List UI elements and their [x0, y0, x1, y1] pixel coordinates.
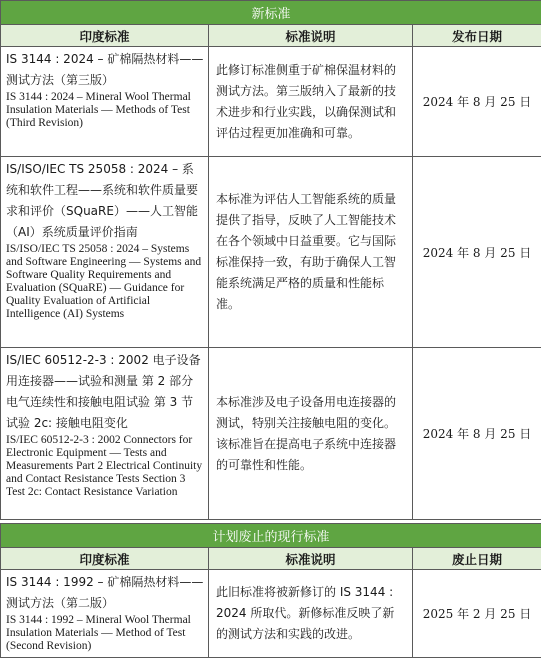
table-row	[1, 157, 541, 348]
date-cell: 2024 年 8 月 25 日	[413, 348, 541, 520]
date-cell: 2025 年 2 月 25 日	[413, 570, 541, 658]
column-header-description: 标准说明	[209, 25, 413, 47]
column-header-row	[1, 25, 541, 47]
description-cell: 此旧标准将被新修订的 IS 3144 : 2024 所取代。新修标准反映了新的测试方法和实践的改进。	[209, 570, 413, 658]
description-cell: 本标准为评估人工智能系统的质量提供了指导，反映了人工智能技术在各个领域中日益重要。它与国际标准保持一致，有助于确保人工智能系统满足严格的质量和性能标准。	[209, 157, 413, 348]
column-header-row	[1, 548, 541, 570]
description-cell: 此修订标准侧重于矿棉保温材料的测试方法。第三版纳入了最新的技术进步和行业实践，以确保测试和评估过程更加准确和可靠。	[209, 47, 413, 157]
section-title: 计划废止的现行标准	[1, 524, 541, 548]
date-cell: 2024 年 8 月 25 日	[413, 47, 541, 157]
standard-name-en: IS/IEC 60512-2-3 : 2002 Connectors for Electronic Equipment — Tests and Measurements Part 2 Electrical Continuity and Contact Resistance Tests Section 3 Test 2c: Contact Resistance Variation	[6, 434, 204, 499]
column-header-standard: 印度标准	[1, 548, 209, 570]
standard-name-en: IS/ISO/IEC TS 25058 : 2024 – Systems and Software Engineering — Systems and Software Quality Requirements and Evaluation (SQuaRE) — Guidance for Quality Evaluation of Artificial Intelligence (AI) Systems	[6, 243, 204, 321]
section-band-new	[1, 1, 541, 25]
standard-name-cn: IS/ISO/IEC TS 25058 : 2024 – 系统和软件工程——系统和软件质量要求和评价（SQuaRE）——人工智能（AI）系统质量评价指南	[6, 159, 204, 243]
column-header-standard: 印度标准	[1, 25, 209, 47]
standard-name-cn: IS 3144 : 1992 – 矿棉隔热材料——测试方法（第二版）	[6, 572, 204, 614]
standard-name-en: IS 3144 : 1992 – Mineral Wool Thermal Insulation Materials — Method of Test (Second Revision)	[6, 614, 204, 653]
table-row	[1, 570, 541, 658]
table-row	[1, 348, 541, 520]
column-header-date: 发布日期	[413, 25, 541, 47]
column-header-description: 标准说明	[209, 548, 413, 570]
section-band-withdrawn	[1, 524, 541, 548]
column-header-date: 废止日期	[413, 548, 541, 570]
section-title: 新标准	[1, 1, 541, 25]
table-row	[1, 47, 541, 157]
date-cell: 2024 年 8 月 25 日	[413, 157, 541, 348]
standard-cell	[1, 348, 209, 520]
standard-cell	[1, 157, 209, 348]
description-cell: 本标准涉及电子设备用电连接器的测试，特别关注接触电阻的变化。该标准旨在提高电子系统中连接器的可靠性和性能。	[209, 348, 413, 520]
standard-cell	[1, 47, 209, 157]
standard-name-cn: IS 3144 : 2024 – 矿棉隔热材料——测试方法（第三版）	[6, 49, 204, 91]
standard-name-en: IS 3144 : 2024 – Mineral Wool Thermal Insulation Materials — Methods of Test (Third Revision)	[6, 91, 204, 130]
standard-name-cn: IS/IEC 60512-2-3 : 2002 电子设备用连接器——试验和测量 第 2 部分 电气连续性和接触电阻试验 第 3 节 试验 2c: 接触电阻变化	[6, 350, 204, 434]
standard-cell	[1, 570, 209, 658]
